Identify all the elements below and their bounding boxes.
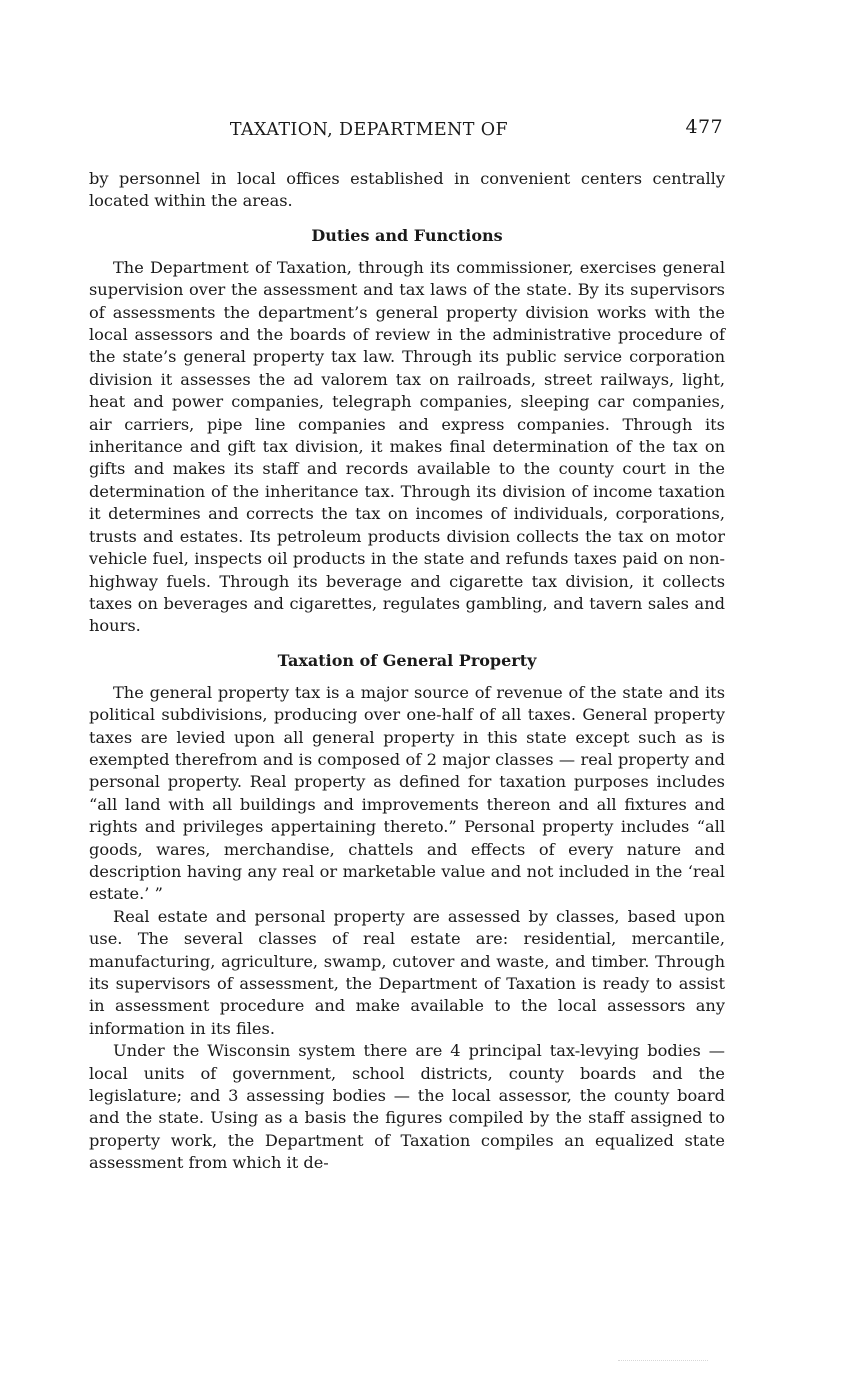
book-page xyxy=(89,116,725,1175)
property-paragraph-2: Real estate and personal property are assessed by classes, based upon use. The several classes of real estate are: residential, mercantile, manufacturing, agriculture, swamp, cutover and waste, and timber. Through its supervisors of assessment, the Department of Taxation is ready to assist in assessment procedure and make available to the local assessors any information in its files. xyxy=(89,906,725,1038)
section-heading-duties: Duties and Functions xyxy=(311,225,503,245)
page-number: 477 xyxy=(685,116,723,138)
running-header xyxy=(89,116,725,146)
running-title: TAXATION, DEPARTMENT OF xyxy=(229,120,509,140)
property-paragraph-1: The general property tax is a major source of revenue of the state and its political subdivisions, producing over one-half of all taxes. General property taxes are levied upon all general property in this state except such as is exempted therefrom and is composed of 2 major classes — real property and personal property. Real property as defined for taxation purposes includes “all land with all buildings and improvements thereon and all fixtures and rights and privileges appertaining thereto.” Personal property includes “all goods, wares, merchandise, chattels and effects of every nature and description having any real or marketable value and not included in the ‘real estate.’ ” xyxy=(89,682,725,904)
duties-paragraph: The Department of Taxation, through its commissioner, exercises general supervision over the assessment and tax laws of the state. By its supervisors of assessments the department’s general property division works with the local assessors and the boards of review in the administrative procedure of the state’s general property tax law. Through its public service corporation division it assesses the ad valorem tax on railroads, street railways, light, heat and power companies, telegraph companies, sleeping car companies, air carriers, pipe line companies and express companies. Through its inheritance and gift tax division, it makes final determination of the tax on gifts and makes its staff and records available to the county court in the determination of the inheritance tax. Through its division of income taxation it determines and corrects the tax on incomes of individuals, corporations, trusts and estates. Its petroleum products division collects the tax on motor vehicle fuel, inspects oil products in the state and refunds taxes paid on nonhighway fuels. Through its beverage and cigarette tax division, it collects taxes on beverages and cigarettes, regulates gambling, and tavern sales and hours. xyxy=(89,257,725,636)
continuation-paragraph: by personnel in local offices established in convenient centers centrally located within the areas. xyxy=(89,169,725,211)
section-heading-general-property: Taxation of General Property xyxy=(277,650,537,670)
property-paragraph-3: Under the Wisconsin system there are 4 principal tax-levying bodies — local units of government, school districts, county boards and the legislature; and 3 assessing bodies — the local assessor, the county board and the state. Using as a basis the figures compiled by the staff assigned to property work, the Department of Taxation compiles an equalized state assessment from which it de- xyxy=(89,1041,725,1173)
scan-speck xyxy=(618,1360,708,1365)
